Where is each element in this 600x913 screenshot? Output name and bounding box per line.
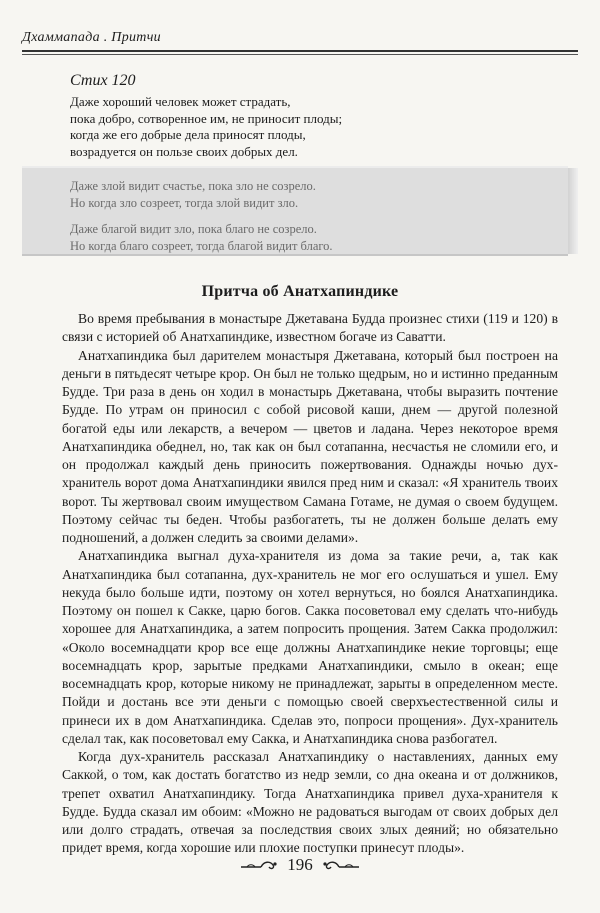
verse-line: Даже хороший человек может страдать, — [70, 94, 291, 109]
page-number: 196 — [287, 855, 313, 874]
running-header: Дхаммапада . Притчи — [22, 30, 161, 45]
paragraph: Когда дух-хранитель рассказал Анатхапиндику о наставлениях, данных ему Саккой, о том, как достать богатство из недр земли, со дна океана и от должников, трепет охватил Анатхапиндику. Тогда Анатхапиндика привел духа-хранителя к Будде. Будда сказал им обоим: «Можно не радоваться выгодам от своих добрых дел или долго страдать, отвечая за последствия своих злых деяний; но обязательно придет время, когда хорошие или плохие поступки принесут плоды». — [62, 749, 558, 856]
verse-title: Стих 120 — [70, 72, 136, 89]
commentary-line: Но когда зло созреет, тогда злой видит зло. — [70, 195, 299, 210]
verse-line: пока добро, сотворенное им, не приносит плоды; — [70, 110, 343, 126]
paragraph: Во время пребывания в монастыре Джетавана Будда произнес стихи (119 и 120) в связи с историей об Анатхапиндике, известном богаче из Саватти. — [62, 311, 558, 345]
verse-line: возрадуется он пользе своих добрых дел. — [70, 143, 298, 159]
right-ornament-icon — [321, 858, 361, 872]
verse-block — [70, 72, 550, 160]
commentary-line: Но когда благо созреет, тогда благой видит благо. — [70, 238, 333, 253]
commentary-text — [70, 178, 550, 254]
paragraph: Анатхапиндика был дарителем монастыря Джетавана, который был построен на деньги в пятьдесят четыре крор. Он был не только щедрым, но и истинно преданным Будде. Три раза в день он ходил в монастырь Джетавана, чтобы выразить почтение Будде. По утрам он приносил с собой рисовой каши, днем — другой полезной богатой еды или лекарств, а вечером — цветов и ладана. Через некоторое время Анатхапиндика обеднел, но, так как он был сотапанна, несчастья не сломили его, и он продолжал каждый день приносить пожертвования. Однажды ночью дух-хранитель ворот дома Анатхапиндики явился пред ним и сказал: «Я хранитель твоих ворот. Ты жертвовал своим имуществом Самана Готаме, не думая о своем будущем. Поэтому сейчас ты беден. Чтобы разбогатеть, ты не должен больше делать ему подношений, а должен следить за своими делами». — [62, 347, 558, 545]
commentary-line: Даже злой видит счастье, пока зло не созрело. — [70, 179, 316, 193]
page-footer — [0, 855, 600, 875]
parable-body — [62, 310, 558, 858]
commentary-line: Даже благой видит зло, пока благо не созрело. — [70, 222, 317, 236]
paragraph: Анатхапиндика выгнал духа-хранителя из дома за такие речи, а, так как Анатхапиндика был сотапанна, дух-хранитель не мог его ослушаться и ушел. Ему некуда было больше идти, поэтому он хотел вернуться, но боялся Анатхапиндика. Поэтому он пошел к Сакке, царю богов. Сакка посоветовал ему сделать что-нибудь хорошее для Анатхапиндика, а затем попросить прощения. Затем Сакка продолжил: «Около восемнадцати крор все еще должны Анатхапиндике некие торговцы; еще восемнадцать крор, зарытые предками Анатхапиндики, смыло в океан; еще восемнадцать крор, которые никому не принадлежат, зарыты в определенном месте. Пойди и достань все эти деньги с помощью своей сверхъестественной силы и принеси их в дом Анатхапиндика. Сделав это, попроси прощения». Дух-хранитель сделал так, как посоветовал ему Сакка, и Анатхапиндика снова разбогател. — [62, 548, 558, 746]
commentary-box — [22, 166, 568, 256]
left-ornament-icon — [239, 858, 279, 872]
header-rule-thin — [22, 54, 578, 55]
parable-title: Притча об Анатхапиндике — [201, 283, 399, 300]
stanza-gap — [70, 211, 550, 221]
verse-line: когда же его добрые дела приносят плоды, — [70, 127, 306, 142]
header-rule-thick — [22, 50, 578, 52]
